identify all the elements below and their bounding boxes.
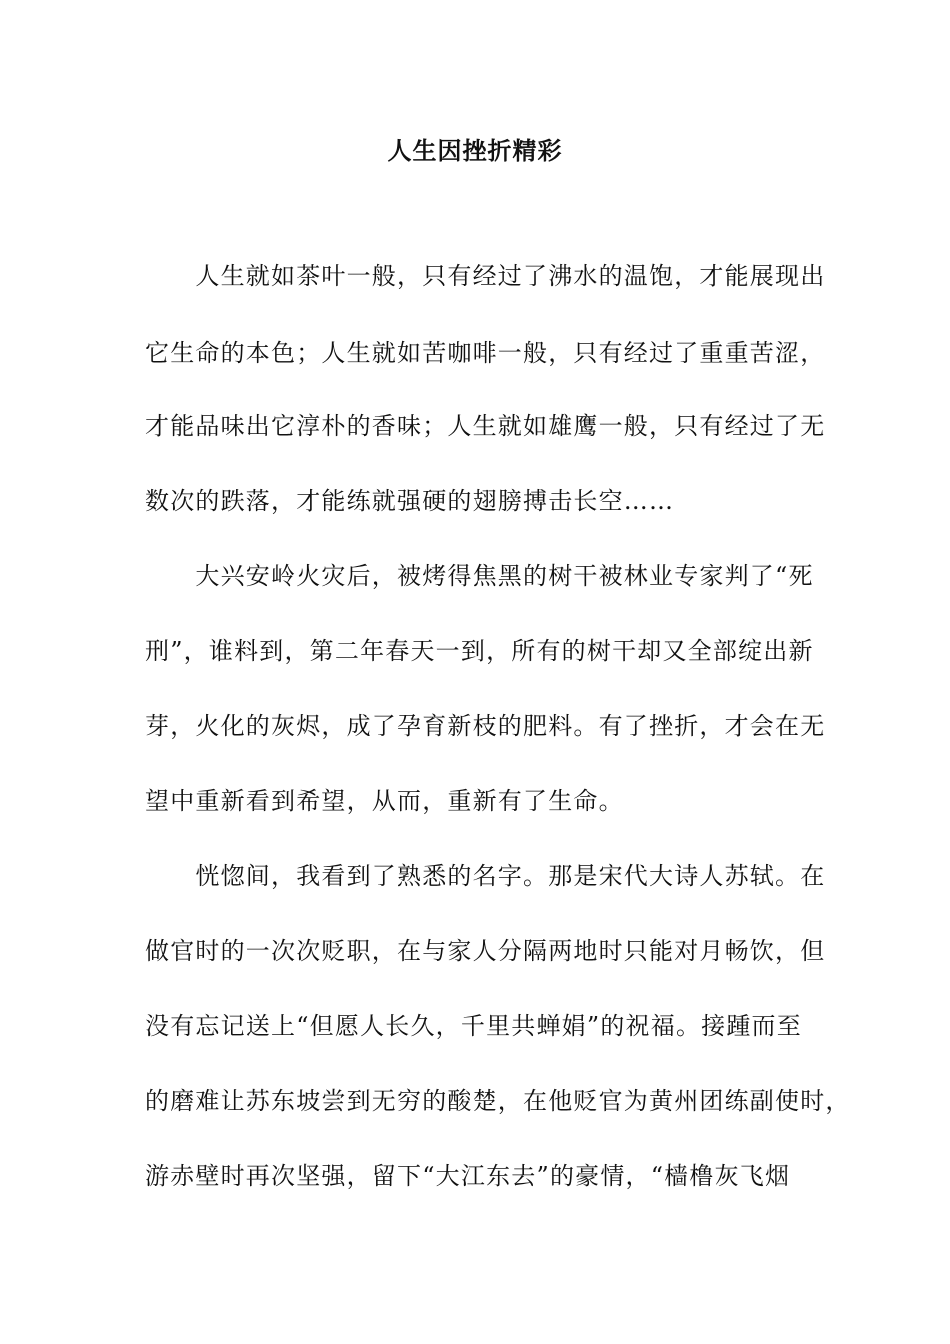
body-line: 芽，火化的灰烬，成了孕育新枝的肥料。有了挫折，才会在无 xyxy=(145,712,826,740)
body-line: 大兴安岭火灾后，被烤得焦黑的树干被林业专家判了“死 xyxy=(145,562,814,590)
body-line: 的磨难让苏东坡尝到无穷的酸楚，在他贬官为黄州团练副使时， xyxy=(145,1087,851,1115)
document-title: 人生因挫折精彩 xyxy=(387,136,563,165)
body-line: 人生就如茶叶一般，只有经过了沸水的温饱，才能展现出 xyxy=(145,262,826,290)
body-line: 游赤壁时再次坚强，留下“大江东去”的豪情，“樯橹灰飞烟 xyxy=(145,1162,791,1190)
body-line: 做官时的一次次贬职，在与家人分隔两地时只能对月畅饮，但 xyxy=(145,937,826,965)
body-line: 数次的跌落，才能练就强硬的翅膀搏击长空…… xyxy=(145,487,675,515)
body-line: 恍惚间，我看到了熟悉的名字。那是宋代大诗人苏轼。在 xyxy=(145,862,826,890)
body-line: 刑”，谁料到，第二年春天一到，所有的树干却又全部绽出新 xyxy=(145,637,814,665)
body-line: 才能品味出它淳朴的香味；人生就如雄鹰一般，只有经过了无 xyxy=(145,412,826,440)
body-line: 望中重新看到希望，从而，重新有了生命。 xyxy=(145,787,624,815)
body-line: 没有忘记送上“但愿人长久，千里共蝉娟”的祝福。接踵而至 xyxy=(145,1012,802,1040)
body-line: 它生命的本色；人生就如苦咖啡一般，只有经过了重重苦涩， xyxy=(145,339,826,367)
